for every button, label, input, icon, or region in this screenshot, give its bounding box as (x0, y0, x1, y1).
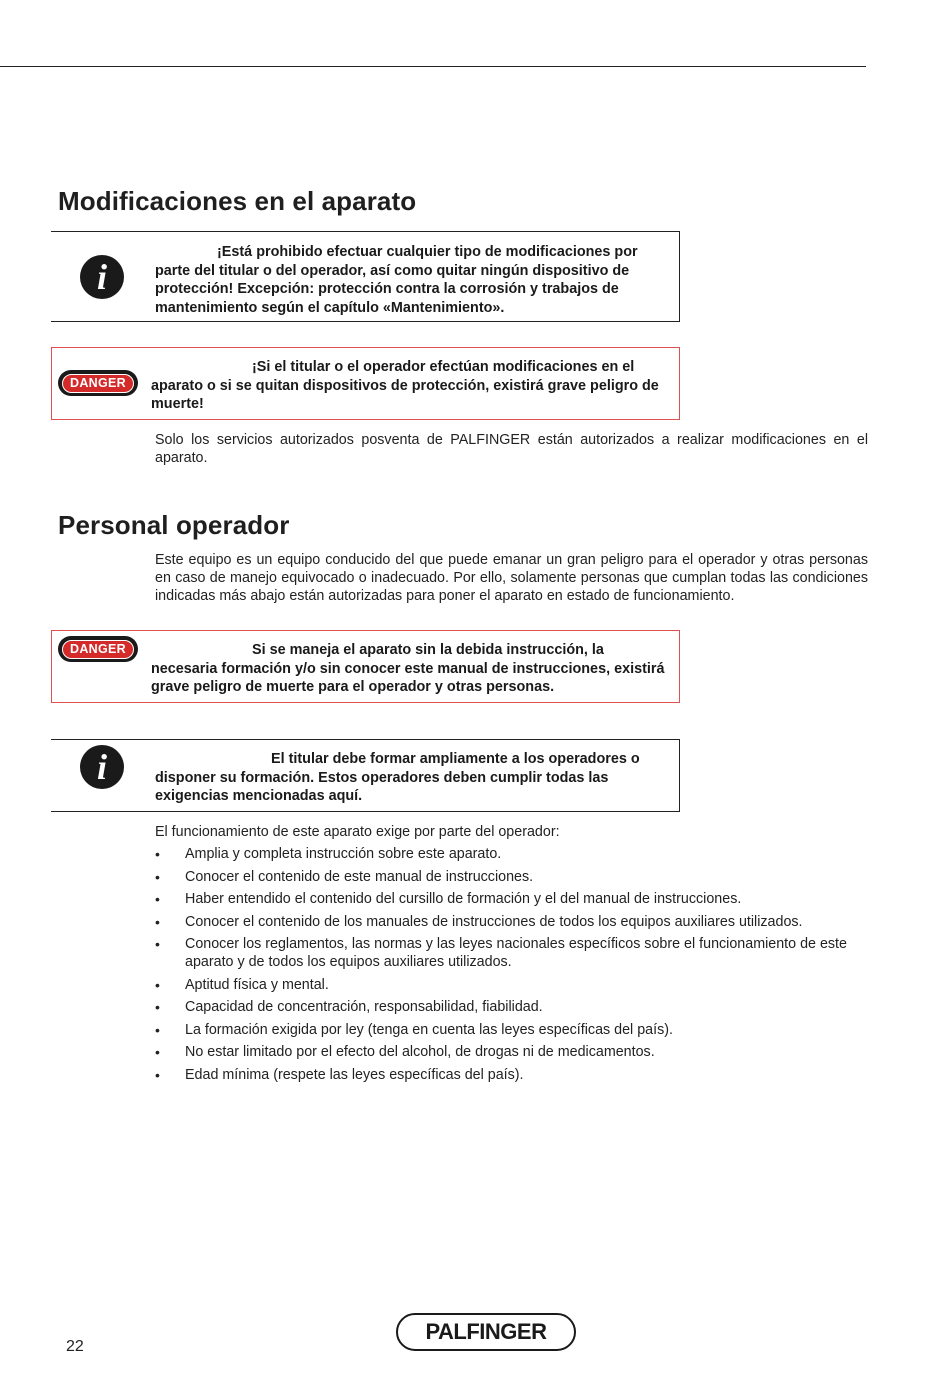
page-number: 22 (66, 1338, 84, 1355)
info-text-rest: parte del titular o del operador, así como quitar ningún dispositivo de protección! Excepción: protección contra la corrosión y trabajos de mantenimiento según el capítulo «Mantenimiento». (155, 262, 630, 316)
section-title-modifications: Modificaciones en el aparato (58, 186, 417, 216)
danger-text-line1: ¡Si el titular o el operador efectúan modificaciones en el (252, 359, 635, 375)
list-item: • Conocer el contenido de los manuales de instrucciones de todos los equipos auxiliares utilizados. (155, 913, 875, 931)
danger-badge-label: DANGER (62, 640, 134, 659)
danger-badge (58, 370, 138, 396)
list-item: • Conocer el contenido de este manual de instrucciones. (155, 868, 875, 886)
logo-text: PALFINGER (425, 1319, 547, 1344)
info-text-line1: El titular debe formar ampliamente a los operadores o (271, 751, 640, 767)
modifications-paragraph: Solo los servicios autorizados posventa de PALFINGER están autorizados a realizar modificaciones en el aparato. (155, 432, 868, 466)
list-item: • No estar limitado por el efecto del alcohol, de drogas ni de medicamentos. (155, 1043, 875, 1061)
danger-text-line1: Si se maneja el aparato sin la debida instrucción, la (252, 642, 604, 658)
info-icon: i (80, 745, 124, 789)
requirements-list (155, 845, 875, 1088)
info-box-operators (51, 739, 680, 812)
requirements-intro: El funcionamiento de este aparato exige por parte del operador: (155, 824, 560, 840)
list-item: • Capacidad de concentración, responsabilidad, fiabilidad. (155, 998, 875, 1016)
info-box-modifications (51, 231, 680, 322)
operators-paragraph: Este equipo es un equipo conducido del que puede emanar un gran peligro para el operador y otras personas en caso de manejo equivocado o inadecuado. Por ello, solamente personas que cumplan todas las condiciones indicadas más abajo están autorizadas para poner el aparato en estado de funcionamiento. (155, 552, 868, 604)
list-item: • Amplia y completa instrucción sobre este aparato. (155, 845, 875, 863)
palfinger-logo (396, 1313, 576, 1351)
list-item: • Aptitud física y mental. (155, 976, 875, 994)
header-rule (0, 66, 866, 67)
danger-badge-label: DANGER (62, 374, 134, 393)
list-item: • Edad mínima (respete las leyes específicas del país). (155, 1066, 875, 1084)
list-item: • Haber entendido el contenido del cursillo de formación y el del manual de instrucciones. (155, 890, 875, 908)
info-text-rest: disponer su formación. Estos operadores deben cumplir todas las exigencias mencionadas aquí. (155, 769, 609, 804)
danger-text-rest: aparato o si se quitan dispositivos de protección, existirá grave peligro de muerte! (151, 377, 659, 412)
danger-text-operators (151, 641, 671, 697)
danger-box-modifications (51, 347, 680, 420)
info-icon: i (80, 255, 124, 299)
info-text-modifications (155, 243, 677, 317)
list-item: • La formación exigida por ley (tenga en cuenta las leyes específicas del país). (155, 1021, 875, 1039)
danger-text-modifications (151, 358, 671, 414)
section-title-operators: Personal operador (58, 510, 290, 540)
list-item: • Conocer los reglamentos, las normas y las leyes nacionales específicos sobre el funcionamiento de este aparato y de todos los equipos auxiliares utilizados. (155, 935, 875, 971)
info-text-line1: ¡Está prohibido efectuar cualquier tipo de modificaciones por (217, 244, 638, 260)
danger-badge (58, 636, 138, 662)
info-text-operators (155, 750, 677, 806)
danger-box-operators (51, 630, 680, 703)
danger-text-rest: necesaria formación y/o sin conocer este manual de instrucciones, existirá grave peligro de muerte para el operador y otras personas. (151, 660, 665, 695)
